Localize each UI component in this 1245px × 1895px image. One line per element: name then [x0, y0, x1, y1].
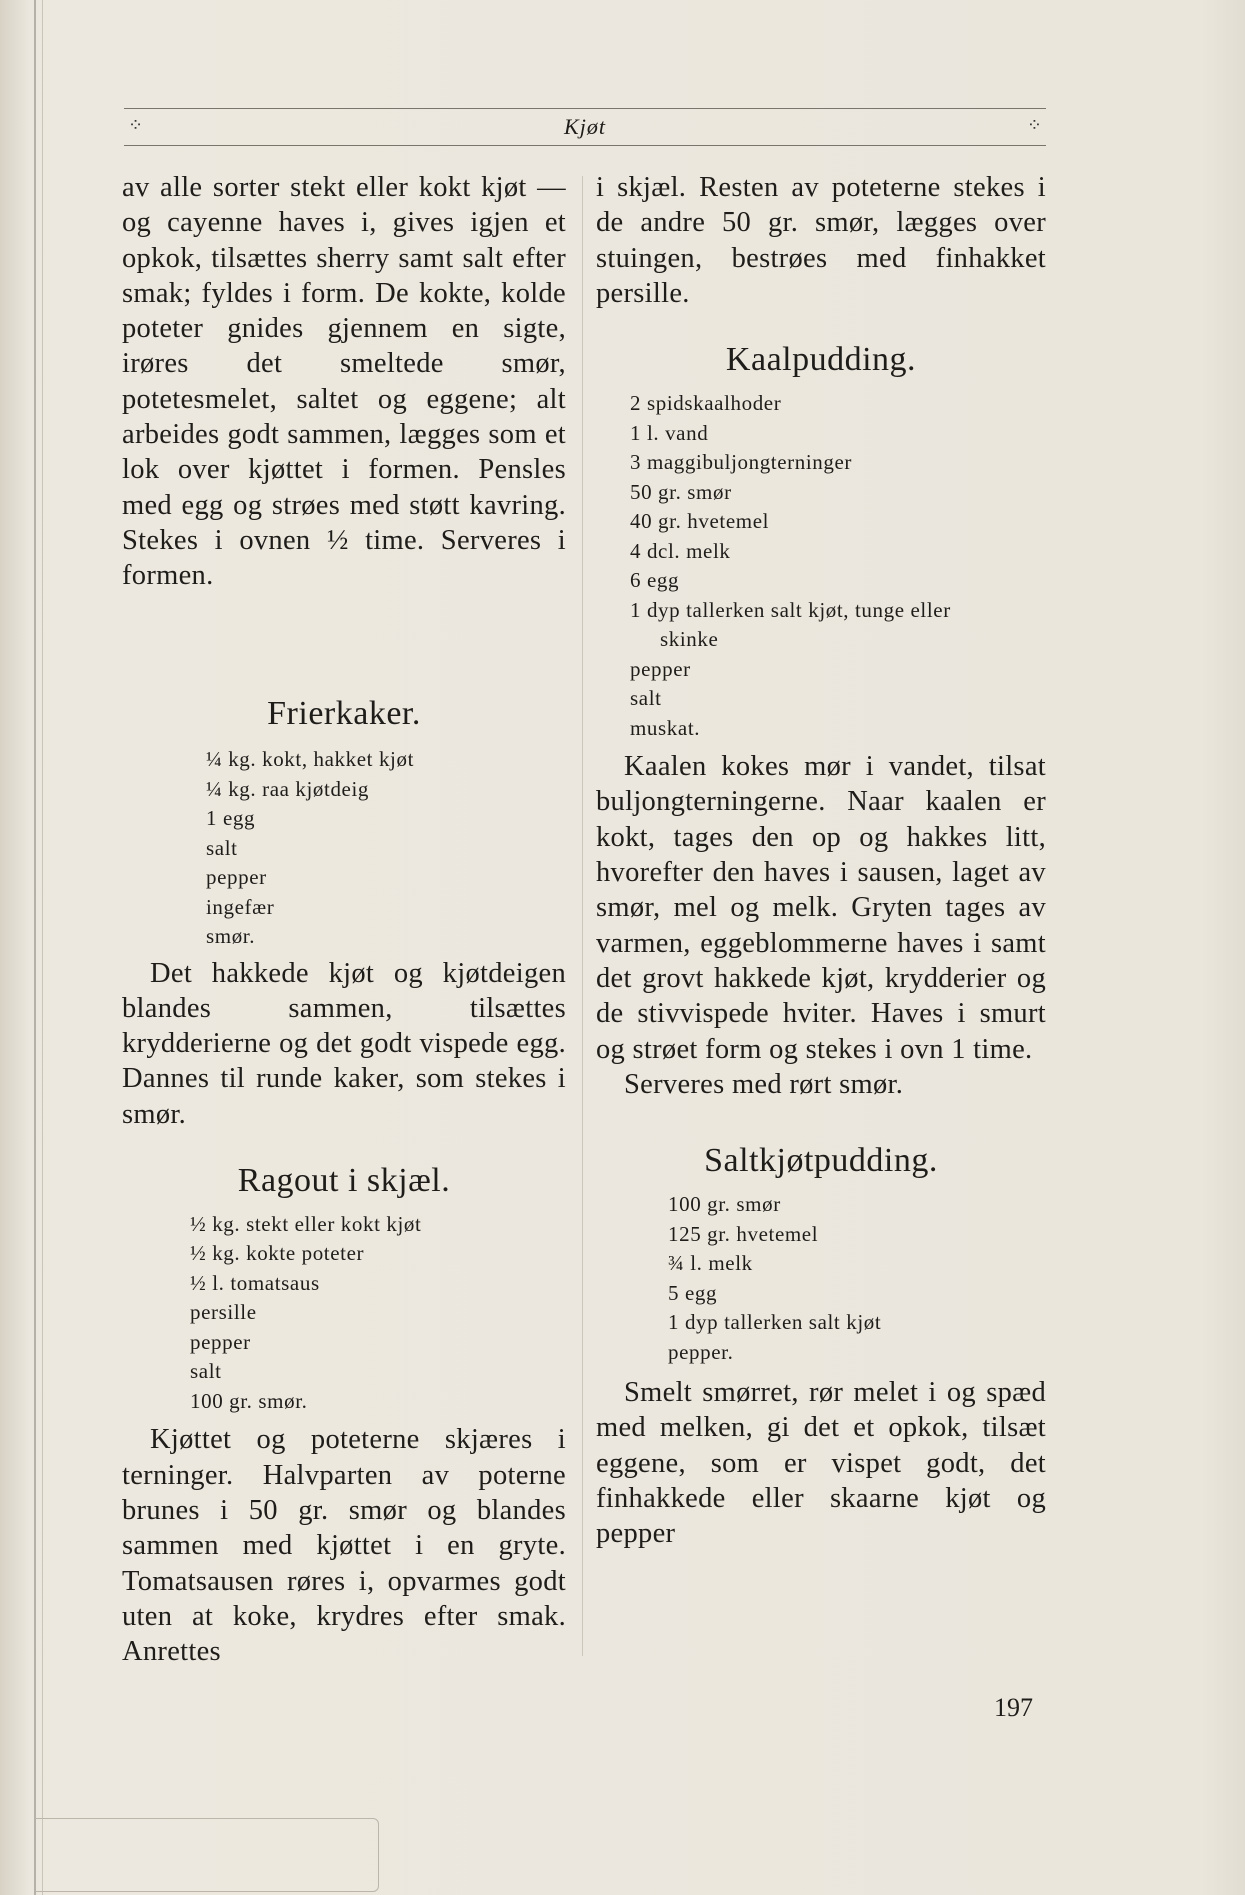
ingredient: 3 maggibuljongterninger: [630, 450, 853, 475]
ingredient: pepper.: [668, 1339, 734, 1364]
recipe-text-kaalpudding: Kaalen kokes mør i vandet, tilsat buljongterningerne. Naar kaalen er kokt, tages den op og hakkes litt, hvorefter den haves i sausen, laget av smør, mel og melk. Gryten tages av varmen, eggeblommerne haves i samt det grovt hakkede kjøt, krydderier og de stivvispede hviter. Haves i smurt og strøet form og stekes i ovn 1 time.: [596, 751, 1046, 1065]
recipe-title-saltkjotpudding: Saltkjøtpudding.: [704, 1142, 938, 1180]
ingredient: 4 dcl. melk: [630, 538, 731, 563]
ornament-icon: ⁘: [1026, 115, 1042, 135]
binding-edge-shadow: [42, 0, 43, 1895]
ingredient: ½ l. tomatsaus: [190, 1270, 320, 1295]
ingredient: 5 egg: [668, 1280, 718, 1305]
right-column: [596, 170, 1046, 1552]
ingredient: ¾ l. melk: [668, 1251, 753, 1276]
ingredient: muskat.: [630, 715, 701, 740]
page-number: 197: [994, 1693, 1033, 1722]
binding-edge: [34, 0, 36, 1895]
recipe-text-ragout: Kjøttet og poteterne skjæres i terninger. Halvparten av poterne brunes i 50 gr. smør og blandes sammen med kjøttet i en gryte. Tomatsausen røres i, opvarmes godt uten at koke, krydres efter smak. Anrettes: [122, 1424, 566, 1668]
ingredient: pepper: [630, 656, 691, 681]
ingredient: 1 dyp tallerken salt kjøt: [668, 1310, 882, 1335]
ingredient: ingefær: [206, 894, 275, 919]
ingredient: 6 egg: [630, 568, 680, 593]
ingredient: ¼ kg. raa kjøtdeig: [206, 776, 370, 801]
ingredient-list-ragout: [122, 1210, 566, 1417]
ingredient: smør.: [206, 924, 256, 948]
intro-paragraph: av alle sorter stekt eller kokt kjøt — og cayenne haves i, gives igjen et opkok, tilsættes sherry samt salt efter smak; fyldes i form. De kokte, kolde poteter gnides gjennem en sigte, irøres det smeltede smør, potetesmelet, saltet og eggene; alt arbeides godt sammen, lægges som et lok over kjøttet i formen. Pensles med egg og strøes med støtt kavring. Stekes i ovnen ½ time. Serveres i formen.: [122, 172, 566, 592]
ingredient: 1 dyp tallerken salt kjøt, tunge eller: [630, 597, 951, 622]
page-fold-mark: [36, 1818, 379, 1892]
ingredient: 100 gr. smør: [668, 1192, 781, 1217]
ingredient: salt: [630, 686, 662, 711]
header-title: Kjøt: [564, 114, 606, 139]
serving-note-kaalpudding: Serveres med rørt smør.: [624, 1068, 904, 1100]
recipe-text-frierkaker: Det hakkede kjøt og kjøtdeigen blandes sammen, tilsættes krydderierne og det godt vispede egg. Dannes til runde kaker, som stekes i smør.: [122, 957, 566, 1130]
ingredient-list-kaalpudding: [596, 389, 1046, 743]
ingredient: persille: [190, 1300, 257, 1325]
ingredient-continuation: skinke: [660, 627, 719, 652]
recipe-title-kaalpudding: Kaalpudding.: [725, 341, 917, 379]
continuation-paragraph: i skjæl. Resten av poteterne stekes i de andre 50 gr. smør, lægges over stuingen, bestrøes med finhakket persille.: [596, 172, 1046, 309]
column-divider: [582, 176, 583, 1656]
ingredient: pepper: [206, 865, 267, 889]
recipe-title-frierkaker: Frierkaker.: [267, 695, 421, 732]
ingredient: 100 gr. smør.: [190, 1388, 308, 1413]
ingredient-list-saltkjotpudding: [596, 1190, 1046, 1367]
ingredient: salt: [206, 835, 238, 860]
ornament-icon: ⁘: [128, 115, 144, 135]
ingredient: 40 gr. hvetemel: [630, 509, 770, 534]
ingredient: pepper: [190, 1329, 251, 1354]
ingredient-list-frierkaker: [122, 745, 566, 952]
ingredient: 1 l. vand: [630, 420, 709, 445]
recipe-text-saltkjotpudding: Smelt smørret, rør melet i og spæd med melken, gi det et opkok, tilsæt eggene, som er vispet godt, det finhakkede eller skaarne kjøt og pepper: [596, 1377, 1046, 1550]
ingredient: 125 gr. hvetemel: [668, 1221, 819, 1246]
ingredient: ½ kg. kokte poteter: [190, 1241, 365, 1266]
running-header: [124, 108, 1046, 146]
ingredient: 1 egg: [206, 806, 256, 830]
ingredient: 50 gr. smør: [630, 479, 732, 504]
recipe-title-ragout: Ragout i skjæl.: [237, 1161, 451, 1199]
ingredient: 2 spidskaalhoder: [630, 391, 782, 416]
left-column: [122, 170, 566, 1670]
ingredient: ¼ kg. kokt, hakket kjøt: [206, 747, 415, 771]
ingredient: salt: [190, 1359, 222, 1384]
ingredient: ½ kg. stekt eller kokt kjøt: [190, 1211, 422, 1236]
